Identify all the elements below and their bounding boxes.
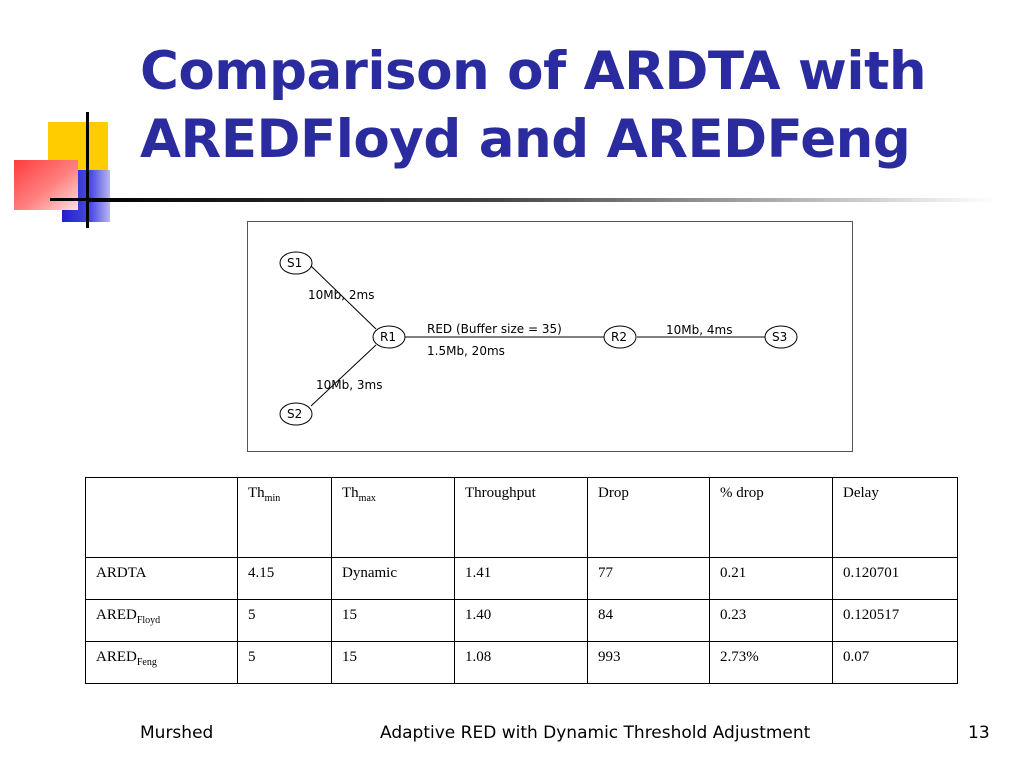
topology-svg (248, 222, 854, 453)
header-cell-throughput: Throughput (455, 478, 588, 558)
link-label-r1-r2-bottom: 1.5Mb, 20ms (427, 344, 505, 358)
red-square-decoration (14, 160, 78, 210)
node-label-s1: S1 (287, 256, 303, 270)
table-row (86, 558, 958, 600)
thmin-cell: 5 (238, 642, 332, 684)
footer-author: Murshed (140, 723, 214, 743)
page-number: 13 (968, 723, 990, 743)
slide-title (140, 38, 1010, 174)
table-header-row (86, 478, 958, 558)
drop-cell: 84 (588, 600, 710, 642)
node-label-s2: S2 (287, 407, 303, 421)
node-label-s3: S3 (772, 330, 788, 344)
table-row (86, 600, 958, 642)
header-cell-delay: Delay (833, 478, 958, 558)
drop-cell: 993 (588, 642, 710, 684)
thmin-cell: 5 (238, 600, 332, 642)
thmax-cell: 15 (332, 600, 455, 642)
vertical-line-decoration (86, 112, 89, 228)
table-row (86, 642, 958, 684)
title-line-1: Comparison of ARDTA with (140, 41, 927, 102)
header-cell-thmax: $Th_{max}$ (332, 478, 455, 558)
header-cell-drop: Drop (588, 478, 710, 558)
drop-cell: 77 (588, 558, 710, 600)
throughput-cell: 1.08 (455, 642, 588, 684)
header-cell-empty (86, 478, 238, 558)
delay-cell: 0.07 (833, 642, 958, 684)
link-label-r2-s3: 10Mb, 4ms (666, 323, 733, 337)
corner-decoration (0, 100, 150, 230)
thmax-cell: 15 (332, 642, 455, 684)
header-cell-pct-drop: % drop (710, 478, 833, 558)
title-underline (86, 198, 996, 202)
row-name-cell: $ARED_{Feng}$ (86, 642, 238, 684)
link-s2-r1 (311, 345, 376, 406)
footer-title: Adaptive RED with Dynamic Threshold Adjustment (380, 723, 811, 743)
network-topology-diagram (247, 221, 853, 452)
thmin-cell: 4.15 (238, 558, 332, 600)
node-label-r1: R1 (380, 330, 396, 344)
results-table (85, 477, 958, 684)
title-line-2: AREDFloyd and AREDFeng (140, 109, 911, 170)
throughput-cell: 1.41 (455, 558, 588, 600)
node-label-r2: R2 (611, 330, 627, 344)
header-cell-thmin: $Th_{min}$ (238, 478, 332, 558)
row-name-cell: $ARED_{Floyd}$ (86, 600, 238, 642)
pct-drop-cell: 0.23 (710, 600, 833, 642)
delay-cell: 0.120701 (833, 558, 958, 600)
pct-drop-cell: 2.73% (710, 642, 833, 684)
pct-drop-cell: 0.21 (710, 558, 833, 600)
link-label-s2-r1: 10Mb, 3ms (316, 378, 383, 392)
delay-cell: 0.120517 (833, 600, 958, 642)
throughput-cell: 1.40 (455, 600, 588, 642)
thmax-cell: Dynamic (332, 558, 455, 600)
link-label-r1-r2-top: RED (Buffer size = 35) (427, 322, 562, 336)
link-label-s1-r1: 10Mb, 2ms (308, 288, 375, 302)
row-name-cell: ARDTA (86, 558, 238, 600)
